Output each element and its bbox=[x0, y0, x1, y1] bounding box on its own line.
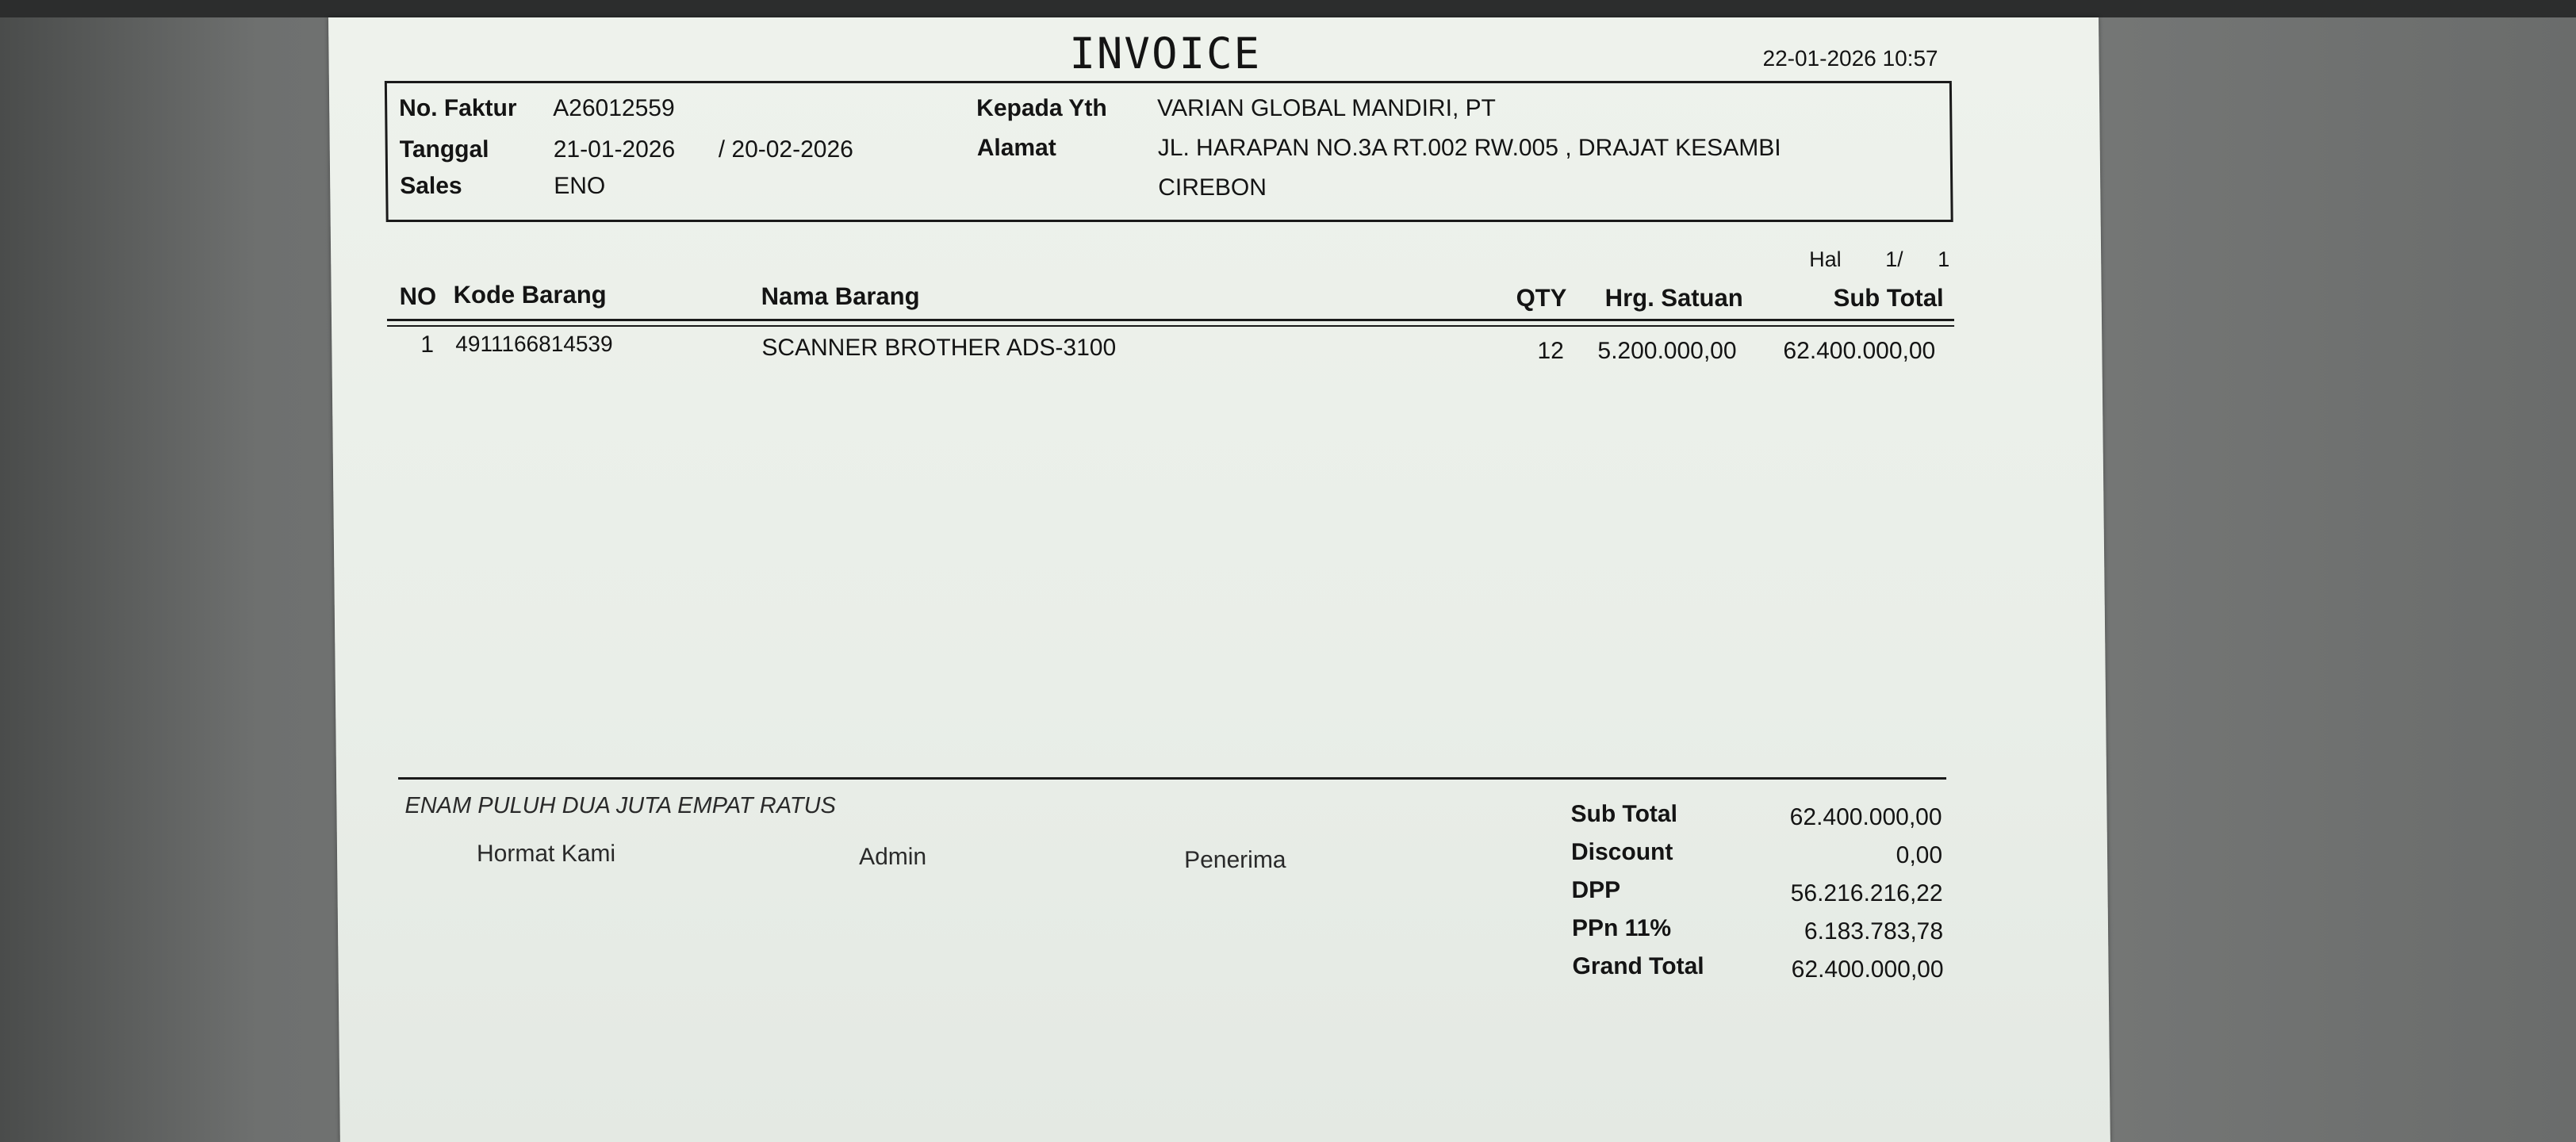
alamat-label: Alamat bbox=[976, 135, 1056, 161]
footer-rule bbox=[398, 777, 1946, 780]
table-header-rule-bottom bbox=[387, 325, 1954, 327]
tanggal-label: Tanggal bbox=[399, 136, 489, 163]
col-qty: QTY bbox=[1516, 284, 1567, 312]
summary-subtotal-label: Sub Total bbox=[1570, 801, 1678, 827]
row-1-no: 1 bbox=[420, 331, 435, 358]
summary-dpp-label: DPP bbox=[1571, 877, 1621, 903]
summary-ppn-label: PPn 11% bbox=[1571, 915, 1672, 941]
amount-in-words: ENAM PULUH DUA JUTA EMPAT RATUS bbox=[404, 793, 837, 818]
page-total: 1 bbox=[1938, 247, 1950, 271]
summary-discount-label: Discount bbox=[1570, 839, 1673, 865]
no-faktur-label: No. Faktur bbox=[399, 95, 517, 121]
page-label: Hal bbox=[1809, 247, 1842, 271]
signature-penerima: Penerima bbox=[1183, 847, 1286, 873]
kepada-value: VARIAN GLOBAL MANDIRI, PT bbox=[1157, 95, 1497, 121]
col-nama: Nama Barang bbox=[761, 282, 920, 310]
sales-value: ENO bbox=[554, 173, 606, 199]
invoice-document bbox=[328, 17, 2110, 1142]
due-date-value: / 20-02-2026 bbox=[718, 136, 854, 163]
screen-top-bezel bbox=[0, 0, 2576, 17]
alamat-line-2: CIREBON bbox=[1158, 174, 1267, 201]
col-subtotal: Sub Total bbox=[1833, 284, 1944, 312]
summary-grand-total-label: Grand Total bbox=[1572, 953, 1704, 979]
signature-hormat-kami: Hormat Kami bbox=[476, 841, 616, 867]
alamat-line-1: JL. HARAPAN NO.3A RT.002 RW.005 , DRAJAT KESAMBI bbox=[1157, 135, 1781, 161]
print-datetime: 22-01-2026 10:57 bbox=[1762, 46, 1938, 71]
summary-ppn-value: 6.183.783,78 bbox=[1804, 918, 1944, 945]
col-no: NO bbox=[399, 282, 437, 310]
summary-grand-total-value: 62.400.000,00 bbox=[1791, 956, 1944, 983]
summary-dpp-value: 56.216.216,22 bbox=[1790, 880, 1943, 906]
summary-discount-value: 0,00 bbox=[1896, 842, 1943, 868]
invoice-title: INVOICE bbox=[1069, 29, 1262, 79]
row-1-qty: 12 bbox=[1537, 338, 1564, 364]
col-kode: Kode Barang bbox=[453, 281, 607, 308]
page-current: 1/ bbox=[1885, 247, 1903, 271]
sales-label: Sales bbox=[400, 173, 462, 199]
kepada-label: Kepada Yth bbox=[976, 95, 1107, 121]
row-1-subtotal: 62.400.000,00 bbox=[1783, 338, 1936, 364]
no-faktur-value: A26012559 bbox=[553, 95, 675, 121]
table-header-rule-top bbox=[387, 319, 1954, 321]
col-harga: Hrg. Satuan bbox=[1604, 284, 1743, 312]
summary-subtotal-value: 62.400.000,00 bbox=[1789, 804, 1942, 830]
row-1-kode: 4911166814539 bbox=[455, 331, 613, 356]
signature-admin: Admin bbox=[858, 844, 927, 870]
row-1-harga: 5.200.000,00 bbox=[1597, 338, 1737, 364]
row-1-nama: SCANNER BROTHER ADS-3100 bbox=[761, 335, 1117, 361]
tanggal-value: 21-01-2026 bbox=[553, 136, 676, 163]
